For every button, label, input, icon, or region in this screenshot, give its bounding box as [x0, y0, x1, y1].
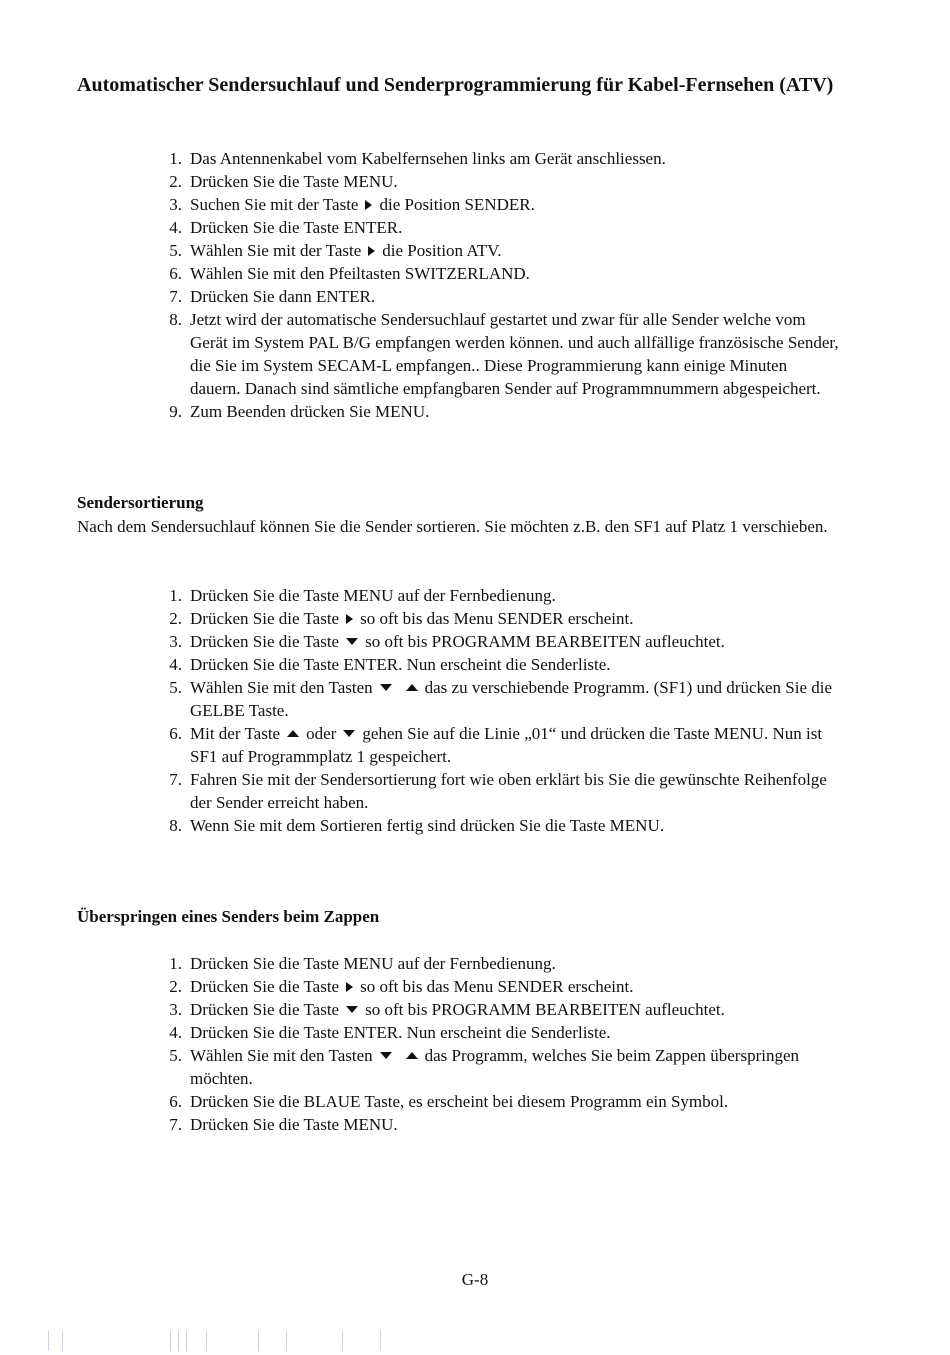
list-item-number: 2.: [169, 977, 182, 996]
list-item-text: Wählen Sie mit den Tasten: [190, 678, 373, 697]
list-item: [160, 1113, 840, 1136]
page-number: G-8: [461, 1270, 489, 1289]
list-item-text: Drücken Sie die Taste: [190, 977, 340, 996]
list-item-number: 4.: [169, 218, 182, 237]
arrow-up-icon: [406, 684, 418, 691]
list-item: [160, 285, 840, 308]
list-item-number: 8.: [169, 816, 182, 835]
list-item-number: 3.: [169, 195, 182, 214]
list-item-text: Das Antennenkabel vom Kabelfernsehen links am Gerät anschliessen.: [190, 149, 666, 168]
list-item-number: 6.: [169, 724, 182, 743]
list-item: [160, 722, 840, 768]
list-item: [160, 193, 840, 216]
scan-mark: [286, 1331, 287, 1351]
list-item: [160, 216, 840, 239]
list-item-text: die Position ATV.: [382, 241, 502, 260]
list-item: [160, 170, 840, 193]
list-item-text: Fahren Sie mit der Sendersortierung fort wie oben erklärt bis Sie die gewünschte Reihenfolge der Sender erreicht haben.: [190, 770, 827, 812]
list-item-text: Drücken Sie die Taste: [190, 632, 340, 651]
section-title-atv: Automatischer Sendersuchlauf und Senderprogrammierung für Kabel-Fernsehen (ATV): [77, 74, 834, 96]
steps-list-atv: [160, 147, 840, 423]
list-item: [160, 1021, 840, 1044]
list-item: [160, 308, 840, 400]
list-item: [160, 584, 840, 607]
list-item-number: 1.: [169, 586, 182, 605]
list-item: [160, 975, 840, 998]
arrow-down-icon: [380, 1052, 392, 1059]
list-item-text: Drücken Sie die Taste ENTER. Nun erscheint die Senderliste.: [190, 655, 611, 674]
list-item-number: 1.: [169, 149, 182, 168]
list-item-text: Wenn Sie mit dem Sortieren fertig sind drücken Sie die Taste MENU.: [190, 816, 664, 835]
list-item-number: 4.: [169, 1023, 182, 1042]
list-item-text: das zu verschiebende Programm. (SF1) und drücken Sie die GELBE Taste.: [190, 678, 833, 720]
scan-mark: [62, 1331, 63, 1351]
steps-list-sendersortierung: [160, 584, 840, 837]
list-item-number: 5.: [169, 678, 182, 697]
list-item-text: Drücken Sie die BLAUE Taste, es erscheint bei diesem Programm ein Symbol.: [190, 1092, 729, 1111]
list-item-text: Drücken Sie die Taste ENTER.: [190, 218, 403, 237]
scan-mark: [206, 1331, 207, 1351]
list-item-number: 6.: [169, 1092, 182, 1111]
scan-mark: [258, 1331, 259, 1351]
list-item-text: Wählen Sie mit der Taste: [190, 241, 362, 260]
list-item: [160, 1044, 840, 1090]
list-item-text: gehen Sie auf die Linie „01“ und drücken die Taste MENU. Nun ist SF1 auf Programmplatz 1 gespeichert.: [190, 724, 823, 766]
arrow-down-icon: [346, 1006, 358, 1013]
list-item: [160, 630, 840, 653]
list-item-text: Suchen Sie mit der Taste: [190, 195, 359, 214]
list-item: [160, 653, 840, 676]
list-item-text: Jetzt wird der automatische Sendersuchlauf gestartet und zwar für alle Sender welche vom Gerät im System PAL B/G empfangen werden können. und auch allfällige französische Sender, die Sie im System SECAM-L empfangen.. Diese Programmierung kann einige Minuten dauern. Danach sind sämtliche empfangbaren Sender auf Programmnummern abgespeichert.: [190, 310, 839, 398]
list-item: [160, 400, 840, 423]
list-item-text: oder: [306, 724, 337, 743]
scan-mark: [342, 1331, 343, 1351]
list-item-text: Drücken Sie dann ENTER.: [190, 287, 376, 306]
list-item-number: 5.: [169, 1046, 182, 1065]
list-item-number: 6.: [169, 264, 182, 283]
list-item-text: Mit der Taste: [190, 724, 281, 743]
list-item-number: 5.: [169, 241, 182, 260]
list-item: [160, 768, 840, 814]
list-item-text: das Programm, welches Sie beim Zappen überspringen möchten.: [190, 1046, 799, 1088]
list-item-text: Drücken Sie die Taste: [190, 1000, 340, 1019]
list-item-number: 3.: [169, 632, 182, 651]
scan-mark: [178, 1331, 179, 1351]
arrow-down-icon: [343, 730, 355, 737]
list-item-text: so oft bis PROGRAMM BEARBEITEN aufleuchtet.: [365, 1000, 725, 1019]
list-item-number: 3.: [169, 1000, 182, 1019]
list-item-text: Wählen Sie mit den Tasten: [190, 1046, 373, 1065]
list-item-number: 7.: [169, 287, 182, 306]
list-item-text: Drücken Sie die Taste MENU auf der Fernbedienung.: [190, 586, 556, 605]
list-item-text: Wählen Sie mit den Pfeiltasten SWITZERLAND.: [190, 264, 530, 283]
list-item: [160, 1090, 840, 1113]
list-item-text: Drücken Sie die Taste: [190, 609, 340, 628]
list-item: [160, 676, 840, 722]
list-item-text: Drücken Sie die Taste MENU.: [190, 1115, 398, 1134]
list-item-number: 8.: [169, 310, 182, 329]
arrow-up-icon: [406, 1052, 418, 1059]
scan-mark: [48, 1331, 49, 1351]
arrow-right-icon: [346, 614, 353, 624]
section-title-ueberspringen: Überspringen eines Senders beim Zappen: [77, 907, 380, 926]
list-item: [160, 147, 840, 170]
steps-list-ueberspringen: [160, 952, 840, 1136]
arrow-down-icon: [380, 684, 392, 691]
scan-mark: [186, 1331, 187, 1351]
arrow-down-icon: [346, 638, 358, 645]
arrow-right-icon: [365, 200, 372, 210]
arrow-right-icon: [368, 246, 375, 256]
list-item-text: so oft bis PROGRAMM BEARBEITEN aufleuchtet.: [365, 632, 725, 651]
list-item-text: Drücken Sie die Taste MENU auf der Fernbedienung.: [190, 954, 556, 973]
list-item-number: 2.: [169, 172, 182, 191]
list-item: [160, 814, 840, 837]
list-item-number: 9.: [169, 402, 182, 421]
section-title-sendersortierung: Sendersortierung: [77, 493, 204, 512]
list-item-text: Drücken Sie die Taste MENU.: [190, 172, 398, 191]
list-item-number: 2.: [169, 609, 182, 628]
list-item-number: 1.: [169, 954, 182, 973]
list-item: [160, 239, 840, 262]
arrow-up-icon: [287, 730, 299, 737]
list-item-number: 7.: [169, 770, 182, 789]
list-item-text: so oft bis das Menu SENDER erscheint.: [360, 977, 634, 996]
list-item-text: die Position SENDER.: [379, 195, 535, 214]
list-item: [160, 952, 840, 975]
arrow-right-icon: [346, 982, 353, 992]
list-item: [160, 607, 840, 630]
scan-mark: [170, 1331, 171, 1351]
list-item-number: 7.: [169, 1115, 182, 1134]
list-item: [160, 262, 840, 285]
list-item-text: Zum Beenden drücken Sie MENU.: [190, 402, 430, 421]
list-item-text: so oft bis das Menu SENDER erscheint.: [360, 609, 634, 628]
list-item: [160, 998, 840, 1021]
list-item-text: Drücken Sie die Taste ENTER. Nun erscheint die Senderliste.: [190, 1023, 611, 1042]
sendersortierung-intro: Nach dem Sendersuchlauf können Sie die Sender sortieren. Sie möchten z.B. den SF1 auf Platz 1 verschieben.: [77, 517, 828, 536]
list-item-number: 4.: [169, 655, 182, 674]
scan-mark: [380, 1331, 381, 1351]
